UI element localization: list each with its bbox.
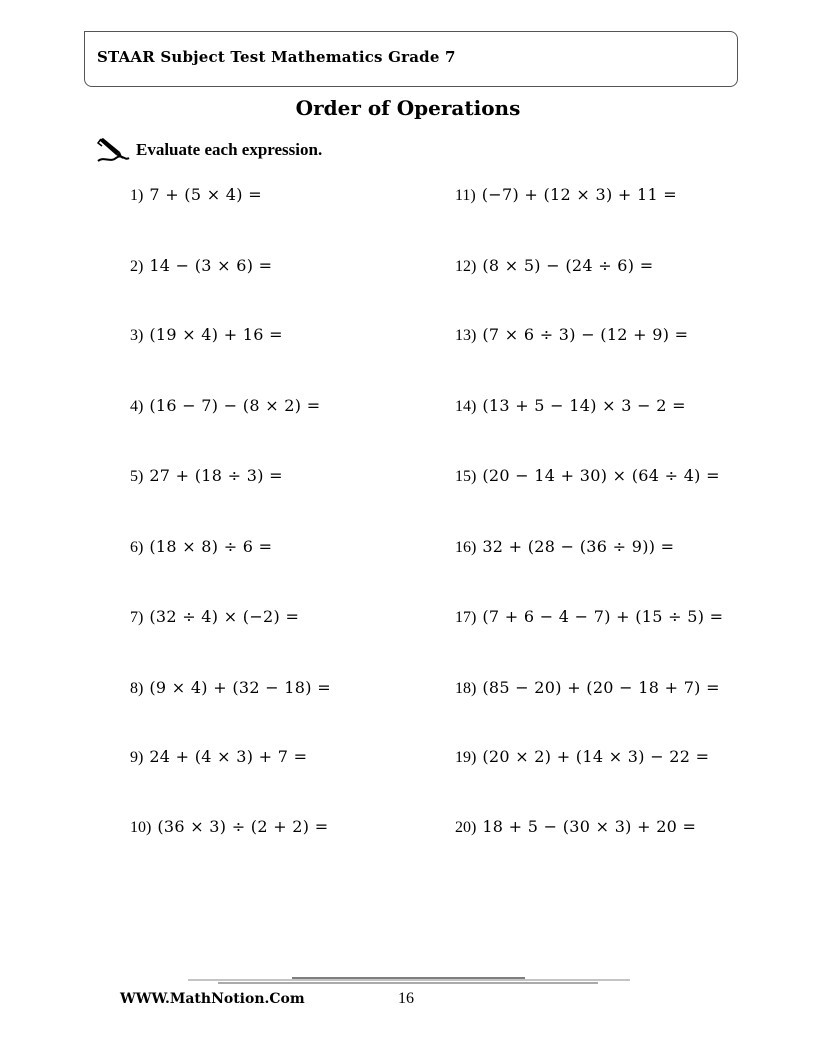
problem-item	[455, 466, 720, 492]
problem-item	[455, 185, 677, 211]
problem-expression: (85 − 20) + (20 − 18 + 7) =	[482, 678, 720, 697]
problem-number: 9)	[130, 749, 144, 766]
problem-expression: (19 × 4) + 16 =	[149, 325, 283, 344]
problem-item	[130, 747, 307, 773]
problem-expression: 18 + 5 − (30 × 3) + 20 =	[482, 817, 697, 836]
problem-number: 17)	[455, 609, 477, 626]
problem-expression: (7 + 6 − 4 − 7) + (15 ÷ 5) =	[482, 607, 724, 626]
problem-expression: (−7) + (12 × 3) + 11 =	[481, 185, 678, 204]
problem-expression: (18 × 8) ÷ 6 =	[149, 537, 273, 556]
problem-item	[130, 325, 283, 351]
problem-expression: (16 − 7) − (8 × 2) =	[149, 396, 321, 415]
problem-expression: 24 + (4 × 3) + 7 =	[149, 747, 308, 766]
problem-number: 19)	[455, 749, 477, 766]
problem-item	[455, 678, 720, 704]
problem-number: 12)	[455, 258, 477, 275]
problem-number: 1)	[130, 187, 144, 204]
problem-expression: (13 + 5 − 14) × 3 − 2 =	[482, 396, 686, 415]
instructions-text: Evaluate each expression.	[136, 140, 323, 159]
problem-item	[455, 607, 723, 633]
problem-item	[130, 607, 299, 633]
problem-item	[455, 396, 686, 422]
problem-item	[130, 817, 328, 843]
problem-item	[130, 185, 262, 211]
footer-divider	[0, 975, 816, 989]
problem-number: 7)	[130, 609, 144, 626]
footer-website: WWW.MathNotion.Com	[120, 991, 305, 1007]
problem-number: 4)	[130, 398, 144, 415]
problem-number: 16)	[455, 539, 477, 556]
problem-item	[455, 817, 696, 843]
problem-number: 6)	[130, 539, 144, 556]
problem-number: 13)	[455, 327, 477, 344]
problem-number: 18)	[455, 680, 477, 697]
problem-number: 5)	[130, 468, 144, 485]
problem-expression: 27 + (18 ÷ 3) =	[149, 466, 283, 485]
problem-expression: (8 × 5) − (24 ÷ 6) =	[482, 256, 654, 275]
problem-number: 20)	[455, 819, 477, 836]
problem-number: 15)	[455, 468, 477, 485]
problem-expression: 7 + (5 × 4) =	[149, 185, 262, 204]
problem-expression: (32 ÷ 4) × (−2) =	[149, 607, 300, 626]
problem-number: 3)	[130, 327, 144, 344]
problem-item	[455, 537, 674, 563]
footer-page-number: 16	[398, 990, 414, 1007]
problem-expression: 32 + (28 − (36 ÷ 9)) =	[482, 537, 675, 556]
problem-item	[455, 325, 688, 351]
problem-expression: 14 − (3 × 6) =	[149, 256, 273, 275]
problem-expression: (7 × 6 ÷ 3) − (12 + 9) =	[482, 325, 689, 344]
problem-item	[130, 537, 272, 563]
problem-number: 14)	[455, 398, 477, 415]
header-box	[84, 31, 738, 87]
header-title: STAAR Subject Test Mathematics Grade 7	[97, 48, 456, 66]
problem-number: 8)	[130, 680, 144, 697]
problem-number: 11)	[455, 187, 476, 204]
problem-item	[130, 396, 320, 422]
problem-expression: (36 × 3) ÷ (2 + 2) =	[157, 817, 329, 836]
instructions	[96, 136, 322, 164]
problem-item	[130, 678, 331, 704]
problem-item	[130, 466, 283, 492]
problem-number: 2)	[130, 258, 144, 275]
problem-expression: (20 − 14 + 30) × (64 ÷ 4) =	[482, 466, 720, 485]
problem-item	[130, 256, 272, 282]
problem-expression: (9 × 4) + (32 − 18) =	[149, 678, 331, 697]
problem-item	[455, 256, 653, 282]
problem-item	[455, 747, 709, 773]
problem-expression: (20 × 2) + (14 × 3) − 22 =	[482, 747, 710, 766]
pencil-icon	[96, 137, 130, 163]
problem-number: 10)	[130, 819, 152, 836]
page-title: Order of Operations	[295, 96, 521, 120]
